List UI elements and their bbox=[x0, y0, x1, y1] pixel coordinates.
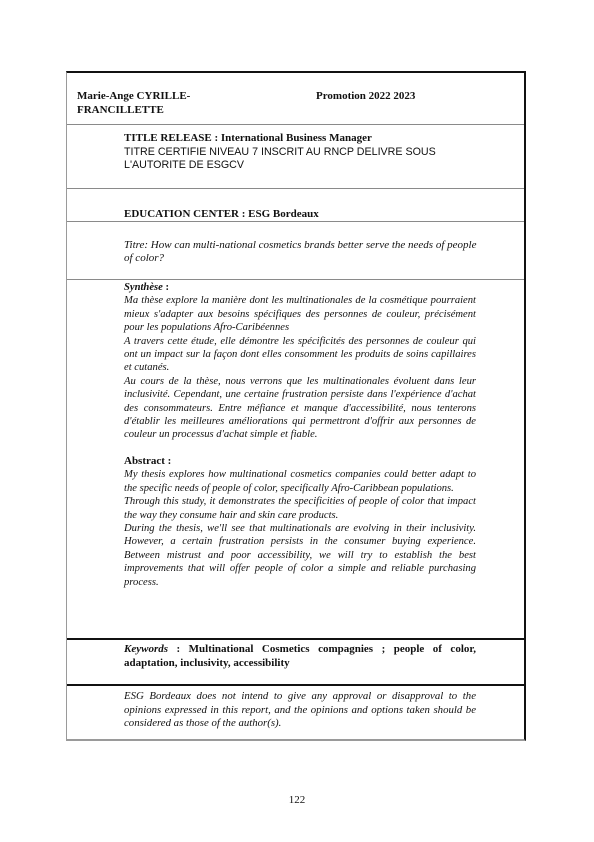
keywords-text: : Multinational Cosmetics compagnies ; people of color, adaptation, inclusivity, accessibility bbox=[124, 643, 476, 669]
author-name: Marie-Ange CYRILLE- FRANCILLETTE bbox=[77, 90, 191, 116]
synthese-heading-label: Synthèse bbox=[124, 282, 163, 293]
row-divider bbox=[67, 188, 524, 189]
info-sheet-frame bbox=[66, 71, 526, 741]
row-divider bbox=[67, 279, 524, 280]
disclaimer: ESG Bordeaux does not intend to give any approval or disapproval to the opinions expressed in this report, and the opinions and options taken should be considered as those of the author(s). bbox=[124, 690, 476, 730]
keywords bbox=[124, 642, 476, 670]
thesis-title: Titre: How can multi-national cosmetics brands better serve the needs of people of color? bbox=[124, 239, 477, 265]
synthese-heading-colon: : bbox=[162, 282, 170, 293]
synthese-heading bbox=[124, 281, 476, 294]
abstract-paragraph: Through this study, it demonstrates the specificities of people of color that impact the way they consume hair and skin care products. bbox=[124, 496, 476, 521]
synthese-paragraph: Au cours de la thèse, nous verrons que les multinationales évoluent dans leur inclusivité. Cependant, une certaine frustration persiste dans l'expérience d'achat des consommateurs. Entre méfiance et manque d'accessibilité, nous tenterons d'établir les meilleures améliorations qui permettront d'offrir aux personnes de couleur un processus d'achat simple et fiable. bbox=[124, 375, 476, 441]
row-divider bbox=[67, 638, 524, 640]
keywords-label: Keywords bbox=[124, 643, 168, 655]
summary-section bbox=[124, 281, 476, 589]
abstract-heading: Abstract : bbox=[124, 454, 172, 467]
row-divider bbox=[67, 124, 524, 125]
page-number: 122 bbox=[288, 794, 306, 806]
abstract-paragraph: During the thesis, we'll see that multinationals are evolving in their inclusivity. However, a certain frustration persists in the consumer buying experience. Between mistrust and poor accessibility, we will try to establish the best improvements that will offer people of color a simple and reliable purchasing process. bbox=[124, 522, 476, 588]
education-center-label: EDUCATION CENTER : ESG Bordeaux bbox=[124, 208, 319, 220]
title-release-label: TITLE RELEASE : International Business Manager bbox=[124, 132, 372, 144]
synthese-paragraph: Ma thèse explore la manière dont les multinationales de la cosmétique pourraient mieux s'adapter aux besoins spécifiques des personnes de couleur, précisément pour les populations Afro-Caribéennes bbox=[124, 295, 476, 334]
synthese-paragraph: A travers cette étude, elle démontre les spécificités des personnes de couleur qui ont un impact sur la façon dont elles consomment les produits de soins capillaires et cutanés. bbox=[124, 335, 476, 374]
title-release-text: TITRE CERTIFIE NIVEAU 7 INSCRIT AU RNCP DELIVRE SOUS L'AUTORITE DE ESGCV bbox=[124, 146, 436, 172]
abstract-paragraph: My thesis explores how multinational cosmetics companies could better adapt to the specific needs of people of color, specifically Afro-Caribbean populations. bbox=[124, 469, 476, 494]
row-divider bbox=[67, 684, 524, 686]
promotion-year: Promotion 2022 2023 bbox=[316, 90, 416, 102]
